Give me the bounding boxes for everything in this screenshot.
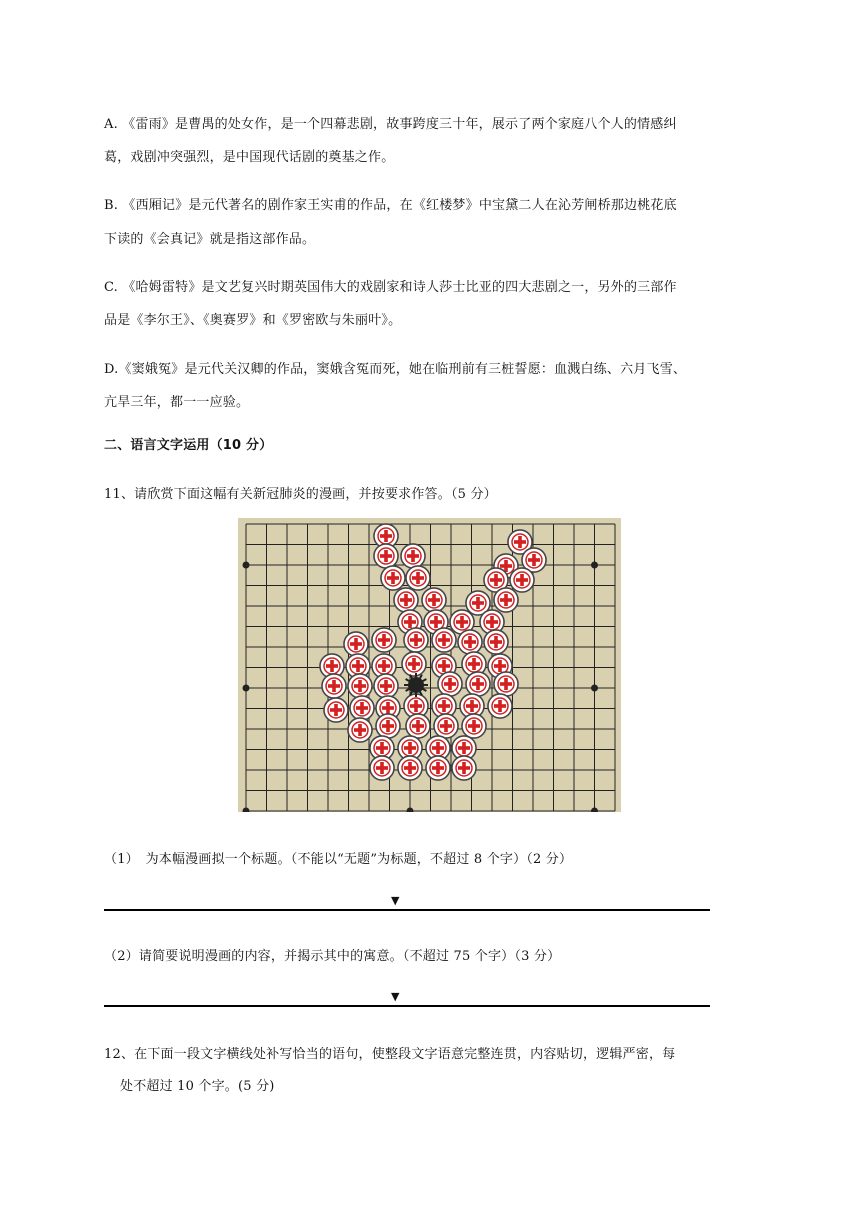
red-cross-icon bbox=[472, 720, 476, 732]
option-b-line2: 下读的《会真记》就是指这部作品。 bbox=[104, 232, 316, 247]
red-cross-icon bbox=[360, 702, 364, 714]
red-cross-icon bbox=[384, 550, 388, 562]
red-cross-icon bbox=[436, 742, 440, 754]
red-cross-icon bbox=[358, 724, 362, 736]
red-cross-icon bbox=[518, 536, 522, 548]
red-cross-icon bbox=[411, 550, 415, 562]
red-cross-icon bbox=[416, 572, 420, 584]
question-12-line1: 12、在下面一段文字横线处补写恰当的语句，使整段文字语意完整连贯，内容贴切，逻辑严密，每 bbox=[104, 1047, 676, 1062]
red-cross-icon bbox=[432, 594, 436, 606]
red-cross-icon bbox=[476, 597, 480, 609]
section-title: 二、语言文字运用（10 分） bbox=[104, 438, 273, 453]
red-cross-icon bbox=[494, 636, 498, 648]
red-cross-icon bbox=[408, 742, 412, 754]
red-cross-icon bbox=[386, 702, 390, 714]
red-cross-icon bbox=[460, 616, 464, 628]
red-cross-icon bbox=[391, 572, 395, 584]
option-b-line1: B. 《西厢记》是元代著名的剧作家王实甫的作品，在《红楼梦》中宝黛二人在沁芳闸桥那边桃花底 bbox=[104, 198, 677, 213]
question-11-prompt: 11、请欣赏下面这幅有关新冠肺炎的漫画，并按要求作答。（5 分） bbox=[104, 487, 497, 502]
red-cross-icon bbox=[498, 700, 502, 712]
option-d-line2: 亢旱三年，都一一应验。 bbox=[104, 395, 250, 410]
red-cross-icon bbox=[358, 680, 362, 692]
answer-line-2[interactable] bbox=[104, 1005, 710, 1007]
red-cross-icon bbox=[476, 678, 480, 690]
red-cross-icon bbox=[332, 680, 336, 692]
red-cross-icon bbox=[442, 634, 446, 646]
red-cross-icon bbox=[442, 660, 446, 672]
red-cross-icon bbox=[444, 720, 448, 732]
covid-comic-image bbox=[238, 518, 621, 812]
red-cross-icon bbox=[414, 700, 418, 712]
question-11-sub2: （2）请简要说明漫画的内容，并揭示其中的寓意。（不超过 75 个字）（3 分） bbox=[104, 949, 561, 964]
red-cross-icon bbox=[532, 554, 536, 566]
question-12-line2: 处不超过 10 个字。(5 分) bbox=[120, 1079, 275, 1094]
red-cross-icon bbox=[470, 700, 474, 712]
red-cross-icon bbox=[416, 720, 420, 732]
star-point bbox=[591, 685, 598, 692]
red-cross-icon bbox=[356, 660, 360, 672]
red-cross-icon bbox=[414, 634, 418, 646]
red-cross-icon bbox=[330, 660, 334, 672]
red-cross-icon bbox=[354, 638, 358, 650]
red-cross-icon bbox=[436, 762, 440, 774]
red-cross-icon bbox=[472, 658, 476, 670]
red-cross-icon bbox=[380, 762, 384, 774]
question-11-sub1: （1） 为本幅漫画拟一个标题。（不能以“无题”为标题，不超过 8 个字）（2 分） bbox=[104, 852, 573, 867]
red-cross-icon bbox=[468, 636, 472, 648]
red-cross-icon bbox=[490, 616, 494, 628]
red-cross-icon bbox=[504, 560, 508, 572]
red-cross-icon bbox=[412, 658, 416, 670]
option-d-line1: D.《窦娥冤》是元代关汉卿的作品，窦娥含冤而死，她在临刑前有三桩誓愿：血溅白练、六月飞雪、 bbox=[104, 362, 687, 377]
red-cross-icon bbox=[380, 742, 384, 754]
red-cross-icon bbox=[462, 742, 466, 754]
red-cross-icon bbox=[382, 634, 386, 646]
red-cross-icon bbox=[408, 616, 412, 628]
virus-icon bbox=[408, 677, 424, 693]
red-cross-icon bbox=[520, 574, 524, 586]
star-point bbox=[243, 685, 250, 692]
answer-line-1[interactable] bbox=[104, 909, 710, 911]
red-cross-icon bbox=[384, 530, 388, 542]
red-cross-icon bbox=[442, 700, 446, 712]
red-cross-icon bbox=[434, 616, 438, 628]
red-cross-icon bbox=[408, 762, 412, 774]
option-c-line1: C. 《哈姆雷特》是文艺复兴时期英国伟大的戏剧家和诗人莎士比亚的四大悲剧之一，另外的三部作 bbox=[104, 280, 677, 295]
red-cross-icon bbox=[334, 704, 338, 716]
red-cross-icon bbox=[384, 680, 388, 692]
option-c-line2: 品是《李尔王》、《奥赛罗》和《罗密欧与朱丽叶》。 bbox=[104, 313, 402, 328]
red-cross-icon bbox=[404, 594, 408, 606]
answer-marker-1: ▼ bbox=[391, 894, 400, 907]
option-a-line2: 葛，戏剧冲突强烈，是中国现代话剧的奠基之作。 bbox=[104, 150, 395, 165]
star-point bbox=[591, 562, 598, 569]
red-cross-icon bbox=[498, 660, 502, 672]
red-cross-icon bbox=[382, 660, 386, 672]
answer-marker-2: ▼ bbox=[391, 990, 400, 1003]
star-point bbox=[243, 562, 250, 569]
red-cross-icon bbox=[494, 574, 498, 586]
red-cross-icon bbox=[448, 678, 452, 690]
red-cross-icon bbox=[386, 720, 390, 732]
red-cross-icon bbox=[462, 762, 466, 774]
red-cross-icon bbox=[504, 678, 508, 690]
option-a-line1: A. 《雷雨》是曹禺的处女作，是一个四幕悲剧，故事跨度三十年，展示了两个家庭八个人的情感纠 bbox=[104, 117, 677, 132]
red-cross-icon bbox=[504, 594, 508, 606]
